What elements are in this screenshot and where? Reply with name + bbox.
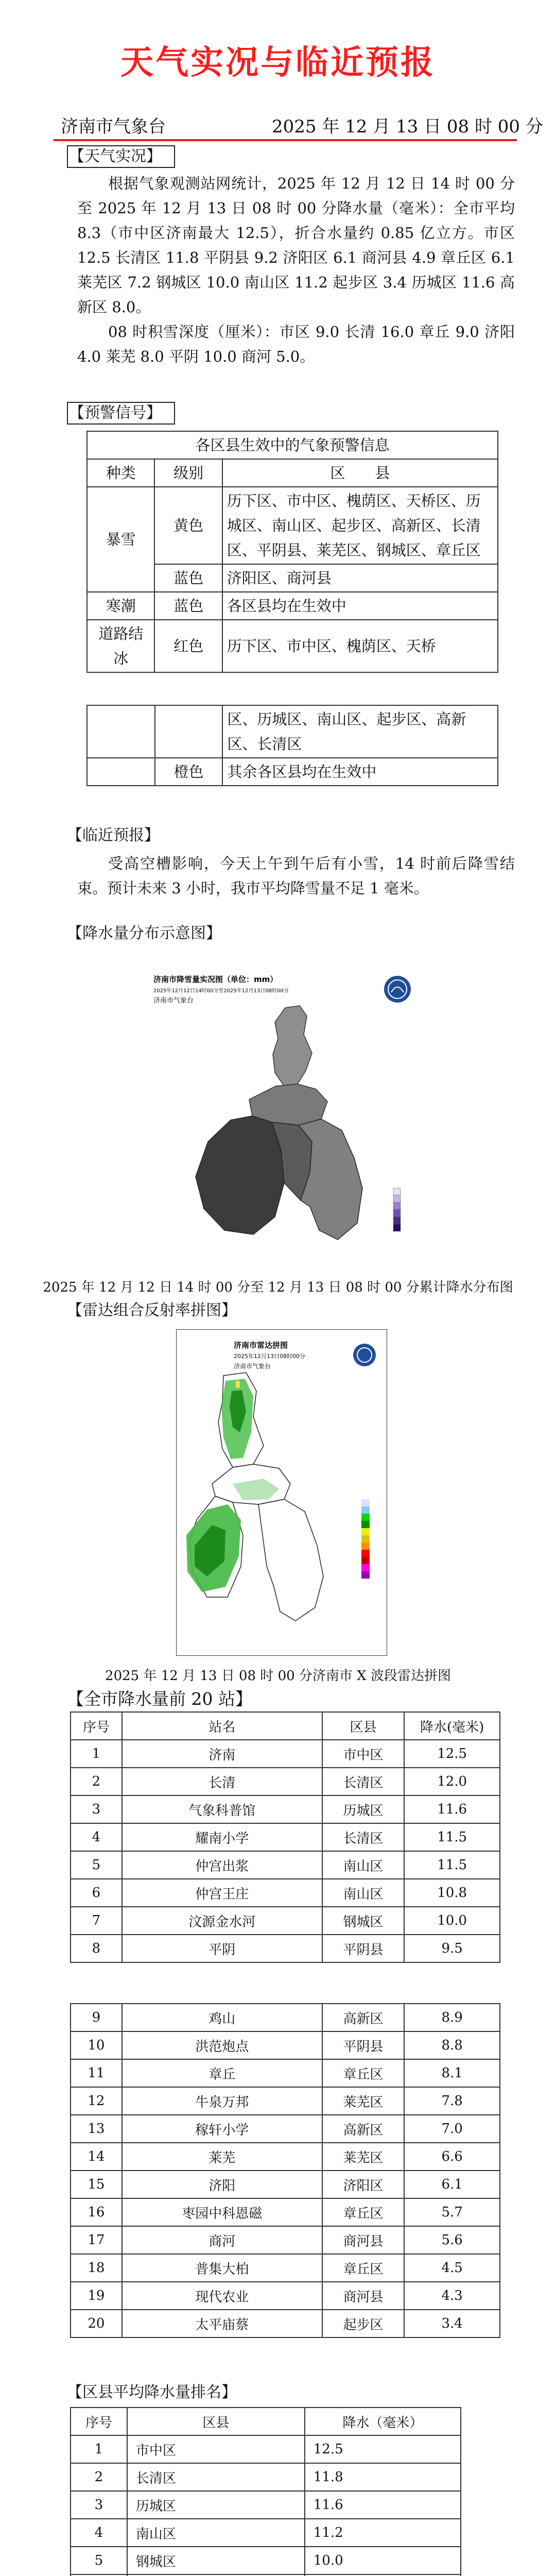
- warning-level-cold: 蓝色: [154, 592, 222, 620]
- station-name: 普集大柏: [122, 2254, 322, 2282]
- header-rule: [54, 139, 517, 141]
- station-name: 气象科普馆: [122, 1795, 322, 1823]
- station-name: 现代农业: [122, 2282, 322, 2310]
- nowcast-paragraph: 受高空槽影响，今天上午到午后有小雪，14 时前后降雪结束。预计未来 3 小时，我市平均降雪量不足 1 毫米。: [77, 855, 515, 897]
- table-row: [71, 2547, 461, 2574]
- warning-col-type: 种类: [87, 459, 154, 487]
- nowcast-text: [77, 851, 515, 901]
- rain-map-legend: [393, 1188, 401, 1231]
- station-rank: 14: [71, 2143, 122, 2171]
- table-row: [71, 2031, 500, 2059]
- station-district: 莱芜区: [322, 2087, 405, 2115]
- station-precip: 12.0: [404, 1768, 500, 1795]
- station-district: 南山区: [322, 1851, 405, 1879]
- station-rank: 19: [71, 2282, 122, 2310]
- station-name: 平阴: [122, 1935, 322, 1962]
- station-rank: 4: [71, 1823, 122, 1851]
- district-rank: 5: [71, 2547, 127, 2574]
- warning-table-continued: [86, 705, 498, 786]
- top20-body-continued: [71, 2004, 500, 2337]
- station-precip: 11.5: [404, 1823, 500, 1851]
- warning-table-title: 各区县生效中的气象预警信息: [87, 431, 498, 459]
- warning-row-ice-red: [87, 620, 498, 672]
- top20-body: [71, 1740, 500, 1962]
- district-precip: 11.8: [305, 2463, 461, 2491]
- station-district: 章丘区: [322, 2198, 405, 2226]
- station-precip: 7.0: [404, 2115, 500, 2143]
- weather-now-paragraph-1: 根据气象观测站网统计，2025 年 12 月 12 日 14 时 00 分至 2025 年 12 月 13 日 08 时 00 分降水量（毫米）：全市平均 8.3（市中区济南最大 12.5），折合水量约 0.85 亿立方。市区 12.5 长清区 11.8 平阴县 9.2 济阳区 6.1 商河县 4.9 章丘区 6.1 莱芜区 7.2 钢城区 10.0 南山区 11.2 起步区 3.4 历城区 11.6 高新区 8.0。: [77, 175, 515, 316]
- warning-row-ice-orange: [87, 758, 498, 786]
- issuing-org: 济南市气象台: [61, 116, 166, 137]
- table-row: [71, 2004, 500, 2031]
- precipitation-map-graphic: [146, 967, 426, 1270]
- station-precip: 11.5: [404, 1851, 500, 1879]
- table-row: [71, 2198, 500, 2226]
- station-rank: 13: [71, 2115, 122, 2143]
- district-precip: 12.5: [305, 2435, 461, 2463]
- district-rank-col-value: 降水（毫米）: [305, 2408, 461, 2435]
- station-district: 起步区: [322, 2310, 405, 2337]
- district-precip: 11.6: [305, 2491, 461, 2519]
- station-precip: 10.0: [404, 1907, 500, 1935]
- warning-level-red: 红色: [154, 620, 222, 672]
- warning-col-level: 级别: [154, 459, 222, 487]
- station-name: 长清: [122, 1768, 322, 1795]
- district-rank: 2: [71, 2463, 127, 2491]
- district-precip: 11.2: [305, 2519, 461, 2547]
- station-precip: 8.8: [404, 2031, 500, 2059]
- issue-datetime: 2025 年 12 月 13 日 08 时 00 分: [272, 116, 543, 137]
- station-precip: 11.6: [404, 1795, 500, 1823]
- station-district: 历城区: [322, 1795, 405, 1823]
- station-rank: 9: [71, 2004, 122, 2031]
- table-row: [71, 2143, 500, 2171]
- station-district: 商河县: [322, 2226, 405, 2254]
- warning-table-title-row: [87, 431, 498, 459]
- warning-areas-orange: 其余各区县均在生效中: [222, 758, 498, 786]
- station-name: 章丘: [122, 2059, 322, 2087]
- station-district: 平阴县: [322, 2031, 405, 2059]
- radar-map-time: 2025年12月13日08时00分: [234, 1353, 305, 1360]
- table-row: [71, 1740, 500, 1768]
- station-rank: 5: [71, 1851, 122, 1879]
- section-heading-nowcast: 【临近预报】: [67, 826, 160, 844]
- station-rank: 10: [71, 2031, 122, 2059]
- station-district: 平阴县: [322, 1935, 405, 1962]
- station-rank: 12: [71, 2087, 122, 2115]
- radar-logo-icon: [353, 1344, 376, 1366]
- station-name: 鸡山: [122, 2004, 322, 2031]
- station-district: 市中区: [322, 1740, 405, 1768]
- station-precip: 12.5: [404, 1740, 500, 1768]
- station-district: 南山区: [322, 1879, 405, 1907]
- station-precip: 10.8: [404, 1879, 500, 1907]
- station-name: 稼轩小学: [122, 2115, 322, 2143]
- top20-col-district: 区县: [322, 1712, 405, 1740]
- section-heading-weather-now: 【天气实况】: [67, 145, 175, 168]
- station-precip: 5.6: [404, 2226, 500, 2254]
- table-row: [71, 2519, 461, 2547]
- warning-empty-type-2: [87, 758, 155, 786]
- station-rank: 6: [71, 1879, 122, 1907]
- station-district: 高新区: [322, 2115, 405, 2143]
- station-district: 济阳区: [322, 2171, 405, 2198]
- district-name: 长清区: [127, 2463, 305, 2491]
- warning-table: [86, 431, 498, 673]
- warning-empty-level: [155, 705, 223, 758]
- table-row: [71, 2463, 461, 2491]
- radar-echo-yellow: [236, 1381, 240, 1388]
- station-name: 耀南小学: [122, 1823, 322, 1851]
- station-precip: 7.8: [404, 2087, 500, 2115]
- station-rank: 17: [71, 2226, 122, 2254]
- warning-row-snow-yellow: [87, 487, 498, 564]
- section-heading-top20: 【全市降水量前 20 站】: [67, 1689, 252, 1709]
- table-row: [71, 1907, 500, 1935]
- radar-map-graphic: [176, 1329, 387, 1656]
- warning-areas-red-part1: 历下区、市中区、槐荫区、天桥: [222, 620, 498, 672]
- warning-level-blue: 蓝色: [154, 564, 222, 592]
- section-heading-rain-map: 【降水量分布示意图】: [67, 924, 221, 942]
- table-row: [71, 2171, 500, 2198]
- table-row: [71, 1768, 500, 1795]
- rain-map-caption: 2025 年 12 月 12 日 14 时 00 分至 12 月 13 日 08 时 00 分累计降水分布图: [43, 1280, 513, 1295]
- table-row: [71, 1879, 500, 1907]
- district-rank: 1: [71, 2435, 127, 2463]
- warning-level-orange: 橙色: [155, 758, 223, 786]
- station-name: 洪范炮点: [122, 2031, 322, 2059]
- table-row: [71, 1935, 500, 1962]
- station-precip: 5.7: [404, 2198, 500, 2226]
- station-name: 枣园中科恩磁: [122, 2198, 322, 2226]
- warning-areas-yellow: 历下区、市中区、槐荫区、天桥区、历城区、南山区、起步区、高新区、长清区、平阴县、莱芜区、钢城区、章丘区: [222, 487, 498, 564]
- weather-now-paragraph-2: 08 时积雪深度（厘米）：市区 9.0 长清 16.0 章丘 9.0 济阳 4.0 莱芜 8.0 平阴 10.0 商河 5.0。: [77, 323, 515, 365]
- station-name: 太平庙蔡: [122, 2310, 322, 2337]
- station-name: 牛泉万邦: [122, 2087, 322, 2115]
- station-rank: 1: [71, 1740, 122, 1768]
- warning-areas-blue: 济阳区、商河县: [222, 564, 498, 592]
- precipitation-map: [146, 967, 426, 1270]
- district-precip: 10.0: [305, 2547, 461, 2574]
- table-row: [71, 2226, 500, 2254]
- station-name: 汶源金水河: [122, 1907, 322, 1935]
- station-district: 钢城区: [322, 1907, 405, 1935]
- rain-map-title: 济南市降雪量实况图（单位：mm）: [153, 975, 278, 984]
- district-rank-col-no: 序号: [71, 2408, 127, 2435]
- top20-header-row: [71, 1712, 500, 1740]
- table-row: [71, 2435, 461, 2463]
- table-row: [71, 2491, 461, 2519]
- station-name: 商河: [122, 2226, 322, 2254]
- district-name: 市中区: [127, 2435, 305, 2463]
- station-name: 济阳: [122, 2171, 322, 2198]
- district-rank-body: [71, 2435, 461, 2576]
- station-precip: 6.1: [404, 2171, 500, 2198]
- district-rank-col-district: 区县: [127, 2408, 305, 2435]
- station-rank: 2: [71, 1768, 122, 1795]
- station-rank: 15: [71, 2171, 122, 2198]
- table-row: [71, 2254, 500, 2282]
- station-rank: 8: [71, 1935, 122, 1962]
- warning-table-header-row: [87, 459, 498, 487]
- document-title: 天气实况与临近预报: [120, 43, 436, 82]
- station-rank: 11: [71, 2059, 122, 2087]
- warning-type-snow: 暴雪: [87, 487, 154, 592]
- station-precip: 9.5: [404, 1935, 500, 1962]
- station-district: 长清区: [322, 1823, 405, 1851]
- station-precip: 8.9: [404, 2004, 500, 2031]
- station-rank: 18: [71, 2254, 122, 2282]
- district-rank-table: [70, 2407, 461, 2576]
- table-row: [71, 2087, 500, 2115]
- district-name: 南山区: [127, 2519, 305, 2547]
- station-precip: 6.6: [404, 2143, 500, 2171]
- top20-table-continued: [70, 2003, 500, 2338]
- radar-map-caption: 2025 年 12 月 13 日 08 时 00 分济南市 X 波段雷达拼图: [105, 1668, 451, 1684]
- station-district: 章丘区: [322, 2059, 405, 2087]
- warning-row-ice-red-cont: [87, 705, 498, 758]
- station-precip: 3.4: [404, 2310, 500, 2337]
- top20-col-station: 站名: [122, 1712, 322, 1740]
- rain-map-subtitle: 2025年12月12日14时00分至2025年12月13日08时00分: [153, 988, 289, 994]
- station-name: 莱芜: [122, 2143, 322, 2171]
- station-precip: 4.5: [404, 2254, 500, 2282]
- station-rank: 3: [71, 1795, 122, 1823]
- station-district: 莱芜区: [322, 2143, 405, 2171]
- table-row: [71, 1823, 500, 1851]
- rain-map-org: 济南市气象台: [153, 997, 194, 1005]
- section-heading-district-rank: 【区县平均降水量排名】: [67, 2383, 237, 2401]
- district-rank: 3: [71, 2491, 127, 2519]
- table-row: [71, 2115, 500, 2143]
- section-heading-warning: 【预警信号】: [67, 402, 175, 425]
- station-district: 章丘区: [322, 2254, 405, 2282]
- table-row: [71, 1795, 500, 1823]
- warning-areas-red-part2: 区、历城区、南山区、起步区、高新区、长清区: [222, 705, 498, 758]
- section-heading-radar-map: 【雷达组合反射率拼图】: [67, 1301, 237, 1319]
- station-district: 高新区: [322, 2004, 405, 2031]
- station-precip: 8.1: [404, 2059, 500, 2087]
- warning-type-ice: 道路结冰: [87, 620, 154, 672]
- district-rank-header-row: [71, 2408, 461, 2435]
- station-precip: 4.3: [404, 2282, 500, 2310]
- top20-table: [70, 1711, 500, 1963]
- weather-logo-icon: [384, 976, 411, 1003]
- station-name: 济南: [122, 1740, 322, 1768]
- station-district: 长清区: [322, 1768, 405, 1795]
- radar-legend: [361, 1499, 370, 1579]
- radar-map-org: 济南市气象台: [234, 1363, 271, 1370]
- table-row: [71, 1851, 500, 1879]
- warning-empty-type: [87, 705, 155, 758]
- district-name: 钢城区: [127, 2547, 305, 2574]
- radar-map: [176, 1329, 387, 1656]
- station-rank: 16: [71, 2198, 122, 2226]
- station-name: 仲宫王庄: [122, 1879, 322, 1907]
- station-rank: 20: [71, 2310, 122, 2337]
- station-rank: 7: [71, 1907, 122, 1935]
- weather-now-text: [77, 171, 515, 369]
- table-row: [71, 2282, 500, 2310]
- top20-col-value: 降水(毫米): [404, 1712, 500, 1740]
- warning-areas-cold: 各区县均在生效中: [222, 592, 498, 620]
- warning-row-cold: [87, 592, 498, 620]
- top20-col-no: 序号: [71, 1712, 122, 1740]
- radar-map-title: 济南市雷达拼图: [234, 1341, 288, 1350]
- district-name: 历城区: [127, 2491, 305, 2519]
- table-row: [71, 2059, 500, 2087]
- station-name: 仲宫出浆: [122, 1851, 322, 1879]
- district-rank: 4: [71, 2519, 127, 2547]
- warning-level-yellow: 黄色: [154, 487, 222, 564]
- warning-type-cold: 寒潮: [87, 592, 154, 620]
- station-district: 商河县: [322, 2282, 405, 2310]
- table-row: [71, 2310, 500, 2337]
- warning-col-area: 区 县: [222, 459, 498, 487]
